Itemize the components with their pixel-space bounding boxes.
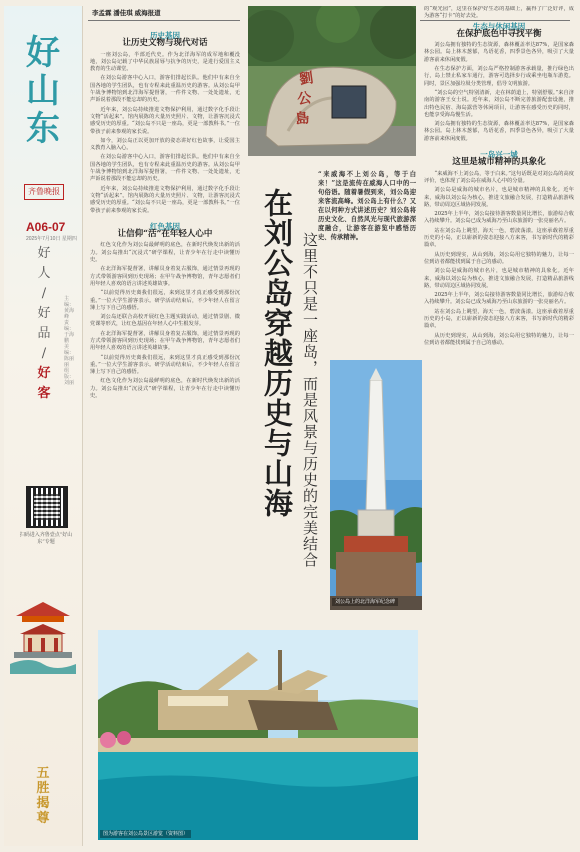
- qr-caption: 扫码进入齐鲁壹点“好山东”专题: [19, 532, 73, 545]
- paragraph: 一座刘公岛，半部近代史。作为北洋海军的成军地和覆没地，刘公岛记载了中华民族屈辱与抗争的历史，是进行爱国主义教育的生动课堂。: [90, 51, 240, 73]
- tagline-char: 客: [37, 386, 51, 401]
- paragraph: 如今，刘公岛正以更加开放的姿态讲好红色故事，让爱国主义教育入脑入心。: [90, 137, 240, 152]
- page-subheadline: 这里不只是一座岛，而是风景与历史的完美结合: [301, 232, 319, 568]
- paragraph: 2025年上半年，刘公岛接待游客数量同比增长，旅游综合收入持续攀升。刘公岛已成为威海乃至山东旅游的一张亮丽名片。: [424, 211, 574, 225]
- tagline-sep: /: [41, 346, 47, 361]
- svg-text:島: 島: [294, 110, 311, 128]
- svg-text:公: 公: [296, 90, 313, 108]
- tagline-sep: /: [41, 286, 47, 301]
- section-subtitle: 让信仰“活”在年轻人心中: [117, 229, 213, 240]
- lead-quote: “来威海不上刘公岛，等于白来！”这是流传在威海人口中的一句俗语。随着暑假到来，刘公岛迎来客流高峰。刘公岛上有什么？又在以何种方式讲述历史？刘公岛将历史文化、自然风光与现代旅游深度融合，让游客在游览中感悟历史、传承精神。: [318, 171, 416, 241]
- edition-number: A06-07: [26, 220, 66, 234]
- section-subtitle: 这里是城市精神的具象化: [452, 157, 546, 168]
- paragraph: 刘公岛还联合高校开展红色主题实践活动，通过情景剧、微党课等形式，让红色基因在年轻人心中生根发芽。: [90, 314, 240, 328]
- byline: 李孟霖 潘佳琪 威海报道: [92, 10, 161, 17]
- bottom-calligraphy: 五 胜 揭 尊: [36, 766, 50, 826]
- sidebar: [4, 6, 83, 846]
- photo-caption: 图为游客在刘公岛景区游览（资料图）: [100, 830, 191, 838]
- paragraph: “刘公岛的空气特别清新，走在林荫道上，特别舒服。”来自济南的游客王女士说。近年来，刘公岛不断完善旅游配套设施，推出特色民宿、海岛露营等休闲项目，让游客在感受历史的同时，也能享受海岛慢生活。: [424, 89, 574, 118]
- paragraph: 近年来，刘公岛持续推进文物保护利用，通过数字化手段让文物“活起来”。馆内展陈的大量历史照片、文物，让游客沉浸式感受历史的厚重。“刘公岛不只是一座岛，更是一部教科书。”一位带孩子前来参观的家长说。: [90, 185, 240, 214]
- paragraph: “来威海不上刘公岛，等于白来。”这句话既是对刘公岛的高度评价，也体现了刘公岛在威海人心中的分量。: [424, 170, 574, 184]
- tagline-char: 好: [37, 246, 51, 261]
- svg-text:劉: 劉: [298, 70, 315, 88]
- section-subtitle: 让历史文物与现代对话: [122, 38, 208, 49]
- tagline-char: 好: [37, 306, 51, 321]
- tagline-char: 人: [37, 266, 51, 281]
- paper-name-stamp: 齐鲁晚报: [24, 184, 64, 200]
- section-subtitle: 在保护底色中寻找平衡: [456, 28, 542, 39]
- top-rule: [88, 20, 240, 21]
- tagline-char: 好: [37, 366, 51, 381]
- brand-char: 东: [26, 109, 60, 149]
- paragraph: 2025年上半年，刘公岛接待游客数量同比增长，旅游综合收入持续攀升。刘公岛已成为威海乃至山东旅游的一张亮丽名片。: [424, 292, 574, 306]
- brand-title: [10, 33, 76, 150]
- page-headline: 在刘公岛穿越历史与山海: [260, 188, 294, 518]
- photo-museum-panorama: [98, 630, 418, 840]
- paragraph: 在生态保护方面，刘公岛严格控制游客承载量，推行绿色出行，岛上禁止私家车通行，游客可选择步行或乘坐电瓶车游览。同时，景区加强垃圾分类管理，倡导文明旅游。: [424, 66, 574, 87]
- photo-monument: [330, 360, 422, 610]
- pavilion-illustration: [10, 594, 76, 674]
- paragraph: 在北洋海军提督署，讲解员身着复古服饰，通过情景再现的方式带领游客回到历史现场；在甲午战争博物馆，青年志愿者们用年轻人喜欢的语言讲述英雄故事。: [90, 330, 240, 352]
- paragraph: “以前觉得历史离我们很远，来到这里才真正感受到那份沉重。”一位大学生游客表示。研学活动结束后，不少年轻人在留言簿上写下自己的感悟。: [90, 290, 240, 311]
- editor-credits: 主编：黄海峰 责编：于海鹏 美编：陈丽丽 组版：刘丽: [64, 296, 75, 386]
- article-column-right: [424, 6, 574, 846]
- paragraph: 站在刘公岛上眺望，海天一色，碧波荡漾。这座承载着厚重历史的小岛，正以崭新的姿态迎接八方来客，书写新时代的精彩篇章。: [424, 308, 574, 330]
- paragraph: 站在刘公岛上眺望，海天一色，碧波荡漾。这座承载着厚重历史的小岛，正以崭新的姿态迎接八方来客，书写新时代的精彩篇章。: [424, 227, 574, 249]
- paragraph: “以前觉得历史离我们很远，来到这里才真正感受到那份沉重。”一位大学生游客表示。研学活动结束后，不少年轻人在留言簿上写下自己的感悟。: [90, 354, 240, 376]
- paragraph: 刘公岛拥有独特的生态资源，森林覆盖率达87%，是国家森林公园。岛上林木葱郁，鸟语花香，四季景色各异，吸引了大量游客前来休闲度假。: [424, 42, 574, 63]
- paragraph: 在北洋海军提督署，讲解员身着复古服饰，通过情景再现的方式带领游客回到历史现场；在甲午战争博物馆，青年志愿者们用年轻人喜欢的语言讲述英雄故事。: [90, 266, 240, 287]
- photo-stone-inscription: [248, 6, 416, 156]
- tagline: [34, 246, 54, 406]
- section-title: 一岛兴一城: [480, 150, 518, 160]
- photo-caption: 刘公岛上的北洋海军纪念碑: [332, 598, 398, 606]
- paragraph: 刘公岛是威海的城市名片，也是城市精神的具象化。近年来，威海以刘公岛为核心，推进文旅融合发展，打造精品旅游线路，带动周边区域协同发展。: [424, 187, 574, 208]
- brand-char: 山: [26, 71, 60, 111]
- paragraph: 从历史到现实，从山到海，刘公岛用它独特的魅力，让每一位到访者都能找到属于自己的感动。: [424, 251, 574, 265]
- section-title: 红色基因: [150, 221, 180, 231]
- paragraph: 近年来，刘公岛持续推进文物保护利用，通过数字化手段让文物“活起来”。馆内展陈的大量历史照片、文物，让游客沉浸式感受历史的厚重。“刘公岛不只是一座岛，更是一部教科书。”一位带孩子前来参观的家长说。: [90, 106, 240, 135]
- brand-char: 好: [26, 33, 60, 73]
- qr-code[interactable]: [26, 486, 68, 528]
- paragraph: 红色文化作为刘公岛最鲜明的底色，在新时代焕发出新的活力。刘公岛推出“沉浸式”研学课程，让青少年在行走中读懂历史。: [90, 378, 240, 400]
- paragraph: 的“观光园”，这里在保护好生态的基础上，赢得了广泛好评，成为游客“打卡”的好去处。: [424, 6, 574, 20]
- tagline-char: 品: [37, 326, 51, 341]
- paragraph: 在刘公岛游客中心入口，游客们排起长队。他们中有来自全国各地的学生团队，也有专程来此重温历史的游客。从刘公岛甲午战争博物馆到北洋海军提督署，一件件文物、一处处遗址，无声诉说着那段不能忘却的历史。: [90, 75, 240, 104]
- paragraph: 刘公岛拥有独特的生态资源，森林覆盖率达87%，是国家森林公园。岛上林木葱郁，鸟语花香，四季景色各异，吸引了大量游客前来休闲度假。: [424, 121, 574, 142]
- section-title: 生态与休闲基因: [472, 21, 526, 31]
- paragraph: 刘公岛是威海的城市名片，也是城市精神的具象化。近年来，威海以刘公岛为核心，推进文旅融合发展，打造精品旅游线路，带动周边区域协同发展。: [424, 268, 574, 289]
- paragraph: 从历史到现实，从山到海，刘公岛用它独特的魅力，让每一位到访者都能找到属于自己的感动。: [424, 332, 574, 346]
- paragraph: 在刘公岛游客中心入口，游客们排起长队。他们中有来自全国各地的学生团队，也有专程来此重温历史的游客。从刘公岛甲午战争博物馆到北洋海军提督署，一件件文物、一处处遗址，无声诉说着那段不能忘却的历史。: [90, 154, 240, 183]
- publication-date: 2025年7月10日 星期四: [26, 236, 77, 242]
- section-title: 历史基因: [150, 31, 180, 40]
- paragraph: 红色文化作为刘公岛最鲜明的底色，在新时代焕发出新的活力。刘公岛推出“沉浸式”研学课程，让青少年在行走中读懂历史。: [90, 242, 240, 264]
